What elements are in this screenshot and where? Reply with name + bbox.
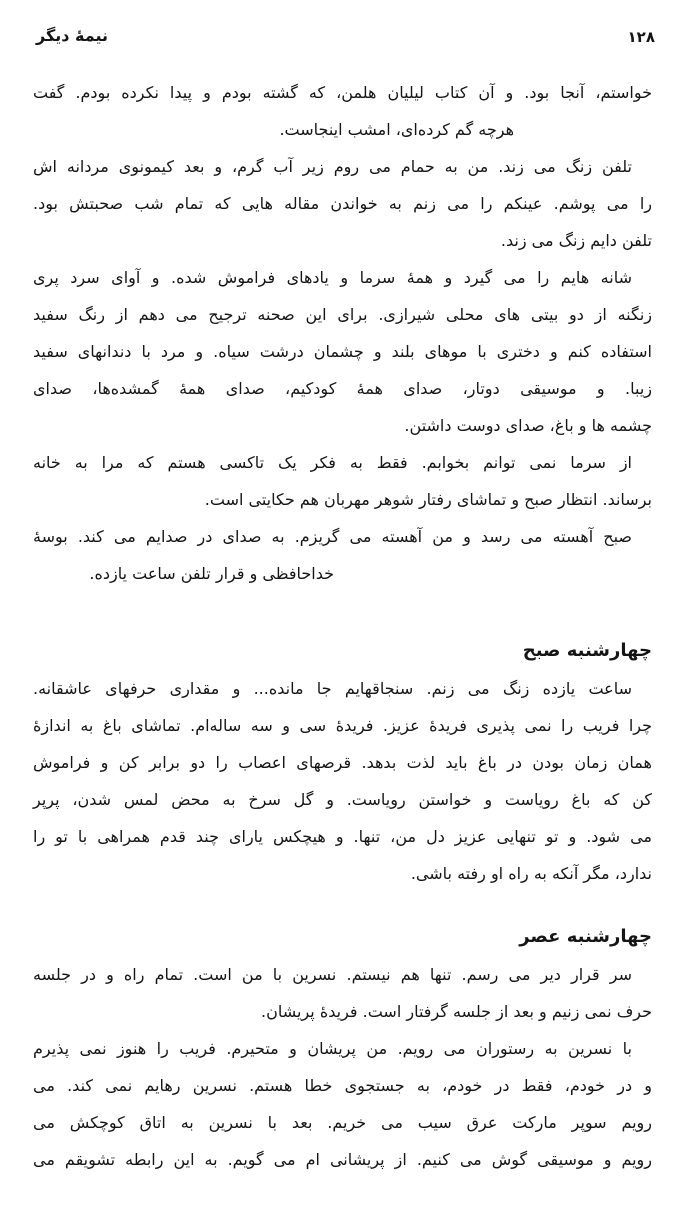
text-line: حرف نمی زنیم و بعد از جلسه گرفتار است. فریدهٔ پریشان. — [261, 1002, 652, 1021]
text-line: استفاده کنم و دختری با موهای بلند و چشمان درشت سیاه. و مرد با دندانهای سفید — [33, 342, 652, 361]
page-number: ۱۲۸ — [627, 28, 655, 46]
section-heading: چهارشنبه عصر — [519, 926, 652, 947]
text-line: شانه هایم را می گیرد و همهٔ سرما و یادهای فراموش شده. و آوای سرد پری — [33, 268, 632, 287]
text-line: چرا فریب را نمی پذیری فریدهٔ عزیز. فریدهٔ سی و سه ساله‌ام. تماشای باغ به اندازهٔ — [33, 716, 652, 735]
text-line: تلفن زنگ می زند. من به حمام می روم زیر آب گرم، و بعد کیمونوی مردانه اش — [33, 157, 632, 176]
text-line: خواستم، آنجا بود. و آن کتاب لیلیان هلمن، که گشته بودم و پیدا نکرده بودم. گفت — [33, 83, 652, 102]
page-body — [33, 74, 652, 1178]
text-line: زنگنه از دو بیتی های محلی شیرازی. برای این صحنه ترجیح می دهم از رنگ سفید — [33, 305, 652, 324]
section — [33, 918, 652, 1178]
text-line: ندارد، مگر آنکه به راه او رفته باشی. — [410, 864, 652, 883]
text-line: هرچه گم کرده‌ای، امشب اینجاست. — [279, 120, 514, 139]
page-header — [0, 26, 685, 54]
text-line: سر قرار دیر می رسم. تنها هم نیستم. نسرین با من است. تمام راه و در جلسه — [33, 965, 632, 984]
text-line: و در خودم، فقط در خودم، به جستجوی خطا هستم. نسرین رهایم نمی کند. می — [33, 1076, 652, 1095]
text-line: ساعت یازده زنگ می زنم. سنجاقهایم جا مانده... و مقداری حرفهای عاشقانه. — [33, 679, 632, 698]
text-line: همان زمان بودن در باغ باید لذت بدهد. قرصهای اعصاب را دو برابر کن و فراموش — [33, 753, 652, 772]
text-line: صبح آهسته می رسد و من آهسته می گریزم. به صدای در صدایم می کند. بوسهٔ — [33, 527, 632, 546]
text-line: می شود. و تو تنهایی عزیز دل من، تنها. و هیچکس یارای چند قدم همراهی با تو را — [33, 827, 652, 846]
text-line: برساند. انتظار صبح و تماشای رفتار شوهر مهربان هم حکایتی است. — [204, 490, 652, 509]
section-heading: چهارشنبه صبح — [522, 640, 652, 661]
text-line: کن که باغ رویاست و خواستن رویاست. و گل سرخ به محض لمس شدن، پرپر — [33, 790, 652, 809]
text-line: رویم سوپر مارکت عرق سیب می خریم. بعد با نسرین به اتاق کوچکش می — [33, 1113, 652, 1132]
text-line: با نسرین به رستوران می رویم. من پریشان و متحیرم. فریب را هنوز نمی پذیرم — [33, 1039, 632, 1058]
text-line: تلفن دایم زنگ می زند. — [500, 231, 652, 250]
text-line: رویم و موسیقی گوش می کنیم. از پریشانی ام می گویم. به این رابطه تشویقم می — [33, 1150, 652, 1169]
text-line: از سرما نمی توانم بخوابم. فقط به فکر یک تاکسی هستم که مرا به خانه — [33, 453, 632, 472]
text-line: زیبا. و موسیقی دوتار، صدای همهٔ کودکیم، صدای همهٔ گمشده‌ها، صدای — [33, 379, 652, 398]
running-title: نیمهٔ دیگر — [36, 26, 109, 45]
text-line: خداحافظی و قرار تلفن ساعت یازده. — [89, 564, 334, 583]
section — [33, 632, 652, 892]
text-line: چشمه ها و باغ، صدای دوست داشتن. — [404, 416, 652, 435]
section — [33, 74, 652, 592]
text-line: را می پوشم. عینکم را می زنم به خواندن مقاله هایی که تمام شب صحبتش بود. — [33, 194, 652, 213]
